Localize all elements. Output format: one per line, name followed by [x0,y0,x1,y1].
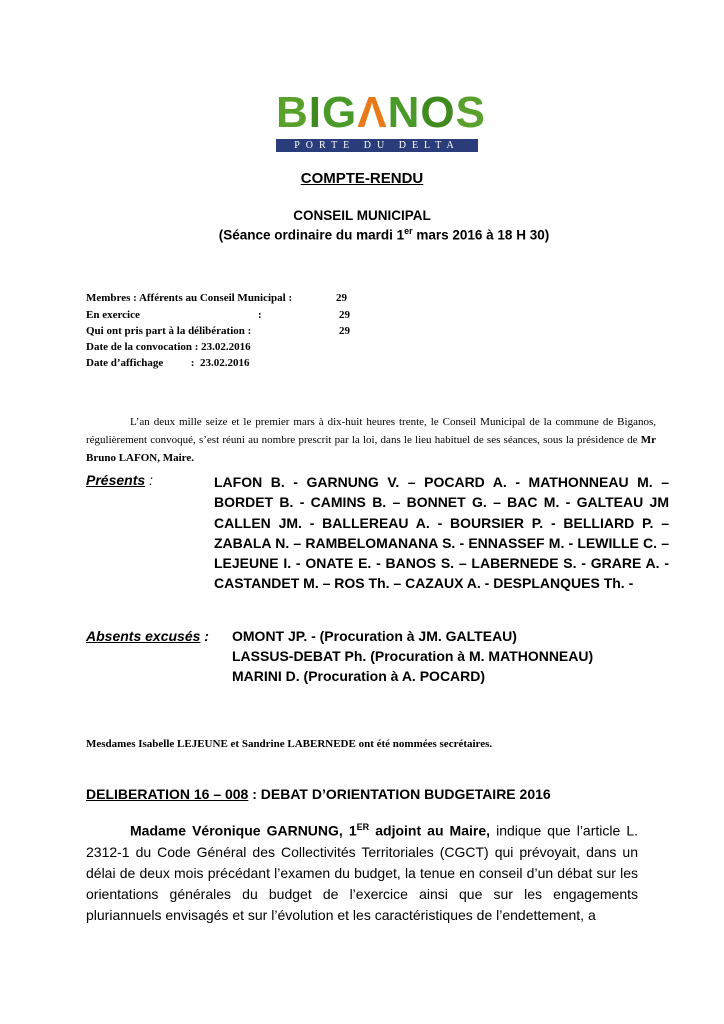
secretaries-line: Mesdames Isabelle LEJEUNE et Sandrine LABERNEDE ont été nommées secrétaires. [86,738,493,750]
biganos-logo [276,86,486,154]
members-afferents-label: Membres : Afférents au Conseil Municipal : [86,292,293,304]
members-exercice-colon: : [258,309,262,321]
members-deliberation-label: Qui ont pris part à la délibération : [86,325,252,337]
council-subtitle: CONSEIL MUNICIPAL [293,208,431,223]
page-title: COMPTE-RENDU [300,170,424,187]
absent-line: MARINI D. (Procuration à A. POCARD) [232,668,486,684]
logo-tagline: PORTE DU DELTA [294,140,460,151]
presents-heading: Présents : [86,472,153,488]
members-afferents-value: 29 [336,292,347,304]
intro-paragraph: L’an deux mille seize et le premier mars à dix-huit heures trente, le Conseil Municipal de la commune de Biganos, régulièrement convoqué, s’est réuni au nombre prescrit par la loi, dans le lieu habituel de ses séances, sous la présidence de Mr Bruno LAFON, Maire. [86,416,656,464]
members-exercice-value: 29 [339,309,350,321]
absents-heading: Absents excusés : [86,628,209,644]
deliberation-body: Madame Véronique GARNUNG, 1ER adjoint au Maire, indique que l’article L. 2312-1 du Code Général des Collectivités Territoriales (CGCT) qui prévoyait, dans un délai de deux mois précédant l’examen du budget, la tenue en conseil d’un débat sur les orientations générales du budget de l’exercice ainsi que sur les engagements pluriannuels envisagés et sur l’évolution et les caractéristiques de l’endettement, a [86,822,639,923]
members-deliberation-value: 29 [339,325,350,337]
absent-line: OMONT JP. - (Procuration à JM. GALTEAU) [232,628,517,644]
convocation-date: Date de la convocation : 23.02.2016 [86,341,251,353]
session-line: (Séance ordinaire du mardi 1er mars 2016 à 18 H 30) [218,226,550,243]
presents-list: LAFON B. - GARNUNG V. – POCARD A. - MATHONNEAU M. – BORDET B. - CAMINS B. – BONNET G. – BAC M. - GALTEAU JM CALLEN JM. - BALLEREAU A. - BOURSIER P. - BELLIARD P. – ZABALA N. – RAMBELOMANANA S. - ENNASSEF M. - LEWILLE C. – LEJEUNE I. - ONATE E. - BANOS S. – LABERNEDE S. - GRARE A. - CASTANDET M. – ROS Th. – CAZAUX A. - DESPLANQUES Th. - [214,474,669,592]
affichage-date: Date d’affichage : 23.02.2016 [86,357,250,369]
logo-wordmark: BIGΛNOS [276,88,486,137]
absent-line: LASSUS-DEBAT Ph. (Procuration à M. MATHONNEAU) [232,648,594,664]
members-exercice-label: En exercice [86,309,140,321]
deliberation-heading: DELIBERATION 16 – 008 : DEBAT D’ORIENTATION BUDGETAIRE 2016 [86,786,551,802]
